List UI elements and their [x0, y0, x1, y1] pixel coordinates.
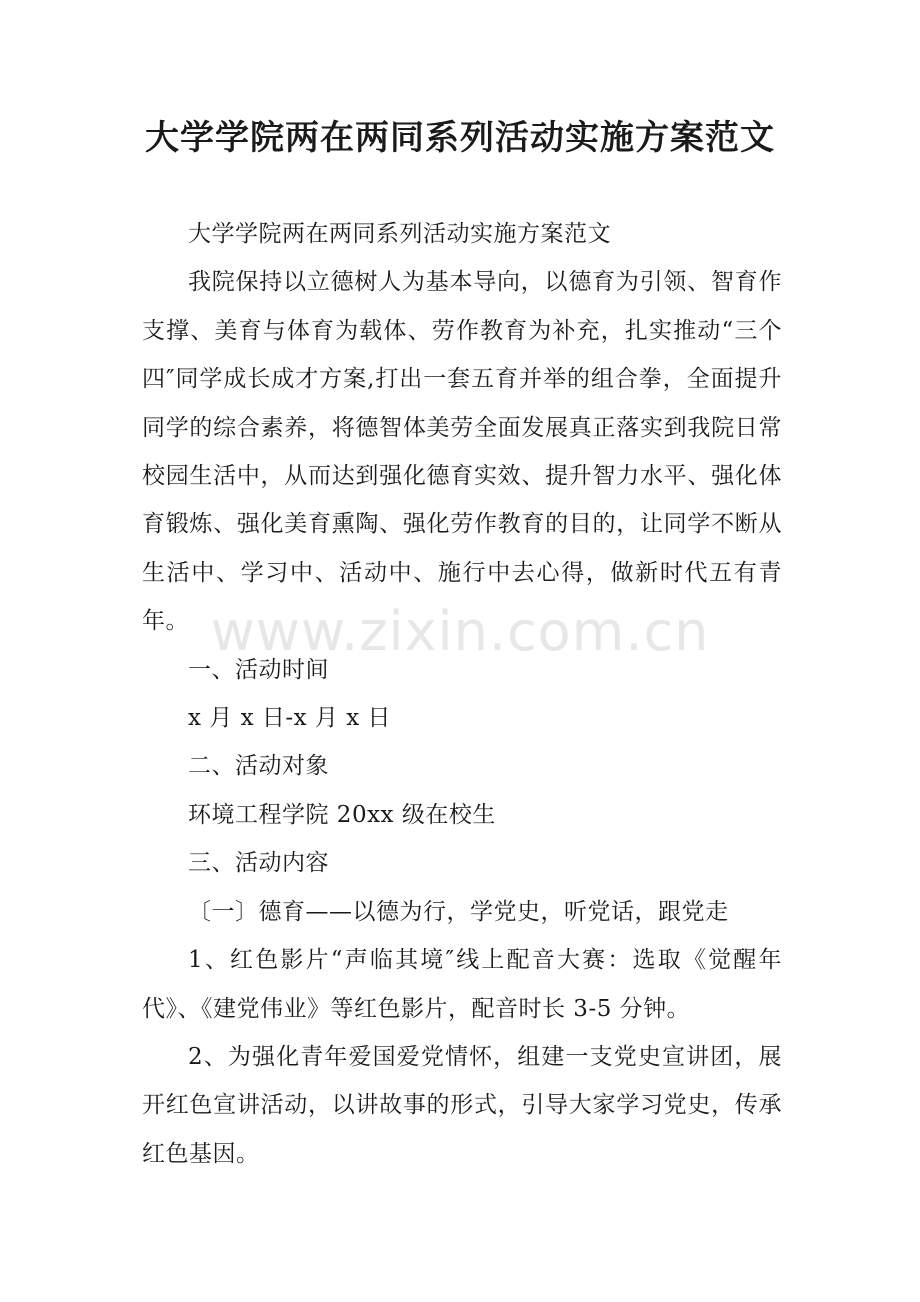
subheading-moral-education: 〔一〕德育——以德为行，学党史，听党话，跟党走	[188, 898, 729, 925]
heading-activity-time: 一、活动时间	[188, 656, 329, 683]
document-body	[142, 210, 782, 1178]
list-item-history-lecture: 2、为强化青年爱国爱党情怀，组建一支党史宣讲团，展开红色宣讲活动，以讲故事的形式，引导大家学习党史，传承红色基因。	[142, 1043, 782, 1167]
document-title: 大学学院两在两同系列活动实施方案范文	[145, 118, 775, 158]
paragraph-activity-dates: x 月 x 日-x 月 x 日	[188, 705, 392, 732]
heading-activity-target: 二、活动对象	[188, 753, 329, 780]
paragraph-subtitle: 大学学院两在两同系列活动实施方案范文	[188, 221, 611, 247]
paragraph-intro: 我院保持以立德树人为基本导向，以德育为引领、智育作支撑、美育与体育为载体、劳作教育为补充，扎实推动“三个四″同学成长成才方案,打出一套五育并举的组合拳，全面提升同学的综合素养，将德智体美劳全面发展真正落实到我院日常校园生活中，从而达到强化德育实效、提升智力水平、强化体育锻炼、强化美育熏陶、强化劳作教育的目的，让同学不断从生活中、学习中、活动中、施行中去心得，做新时代五有青年。	[142, 269, 782, 635]
paragraph-activity-target: 环境工程学院 20xx 级在校生	[188, 801, 496, 828]
list-item-dubbing-contest: 1、红色影片“声临其境″线上配音大赛：选取《觉醒年代》、《建党伟业》等红色影片，配音时长 3-5 分钟。	[142, 947, 782, 1022]
watermark: www.zixin.com.cn	[210, 600, 710, 663]
heading-activity-content: 三、活动内容	[188, 850, 329, 877]
